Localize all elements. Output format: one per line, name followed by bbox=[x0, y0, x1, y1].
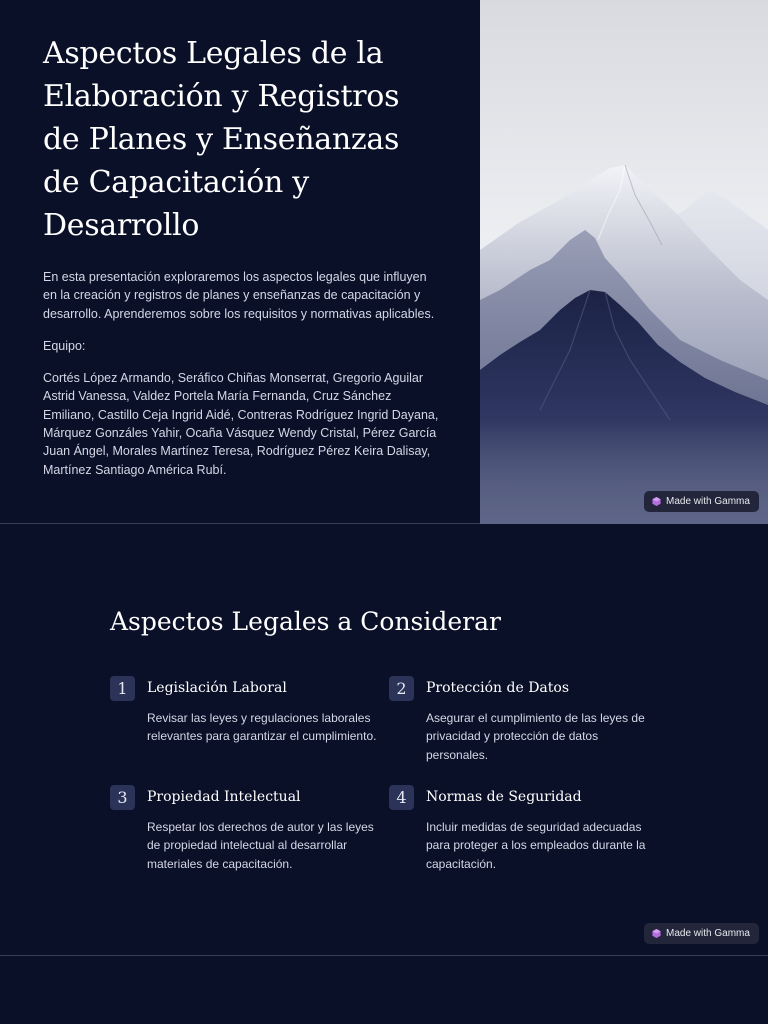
aspect-title: Protección de Datos bbox=[426, 680, 570, 696]
mountain-image bbox=[480, 0, 768, 524]
team-label: Equipo: bbox=[43, 338, 86, 353]
team-members: Cortés López Armando, Seráfico Chiñas Monserrat, Gregorio Aguilar Astrid Vanessa, Valdez Portela María Fernanda, Cruz Sánchez Emiliano, Castillo Ceja Ingrid Aidé, Contreras Rodríguez Ingrid Dayana, Márquez Gonzáles Yahir, Ocaña Vásquez Wendy Cristal, Pérez García Juan Ángel, Morales Martínez Teresa, Rodríguez Pérez Keira Dalisay, Martínez Santiago América Rubí. bbox=[43, 371, 439, 477]
aspect-description: Incluir medidas de seguridad adecuadas para proteger a los empleados durante la capacitación. bbox=[426, 820, 646, 871]
badge-label: Made with Gamma bbox=[666, 496, 750, 507]
aspect-description: Asegurar el cumplimiento de las leyes de privacidad y protección de datos personales. bbox=[426, 711, 645, 762]
made-with-gamma-badge[interactable] bbox=[644, 491, 759, 512]
aspect-title: Legislación Laboral bbox=[147, 680, 287, 696]
aspect-number: 2 bbox=[389, 676, 414, 701]
slide-legal-aspects bbox=[0, 525, 768, 956]
page-title: Aspectos Legales de la Elaboración y Registros de Planes y Enseñanzas de Capacitación y Desarrollo bbox=[43, 36, 400, 243]
badge-label: Made with Gamma bbox=[666, 928, 750, 939]
section-title: Aspectos Legales a Considerar bbox=[110, 607, 501, 636]
aspect-title: Normas de Seguridad bbox=[426, 789, 582, 805]
aspect-title: Propiedad Intelectual bbox=[147, 789, 301, 805]
gamma-gem-icon bbox=[652, 929, 661, 938]
aspect-description: Revisar las leyes y regulaciones laborales relevantes para garantizar el cumplimiento. bbox=[147, 711, 377, 744]
aspect-description: Respetar los derechos de autor y las leyes de propiedad intelectual al desarrollar materiales de capacitación. bbox=[147, 820, 374, 871]
aspect-number: 3 bbox=[110, 785, 135, 810]
aspect-number: 4 bbox=[389, 785, 414, 810]
intro-paragraph: En esta presentación exploraremos los aspectos legales que influyen en la creación y registros de planes y enseñanzas de capacitación y desarrollo. Aprenderemos sobre los requisitos y normativas aplicables. bbox=[43, 270, 435, 321]
slide-next bbox=[0, 957, 768, 1024]
made-with-gamma-badge[interactable] bbox=[644, 923, 759, 944]
aspect-number: 1 bbox=[110, 676, 135, 701]
gamma-gem-icon bbox=[652, 497, 661, 506]
title-content bbox=[43, 32, 443, 479]
